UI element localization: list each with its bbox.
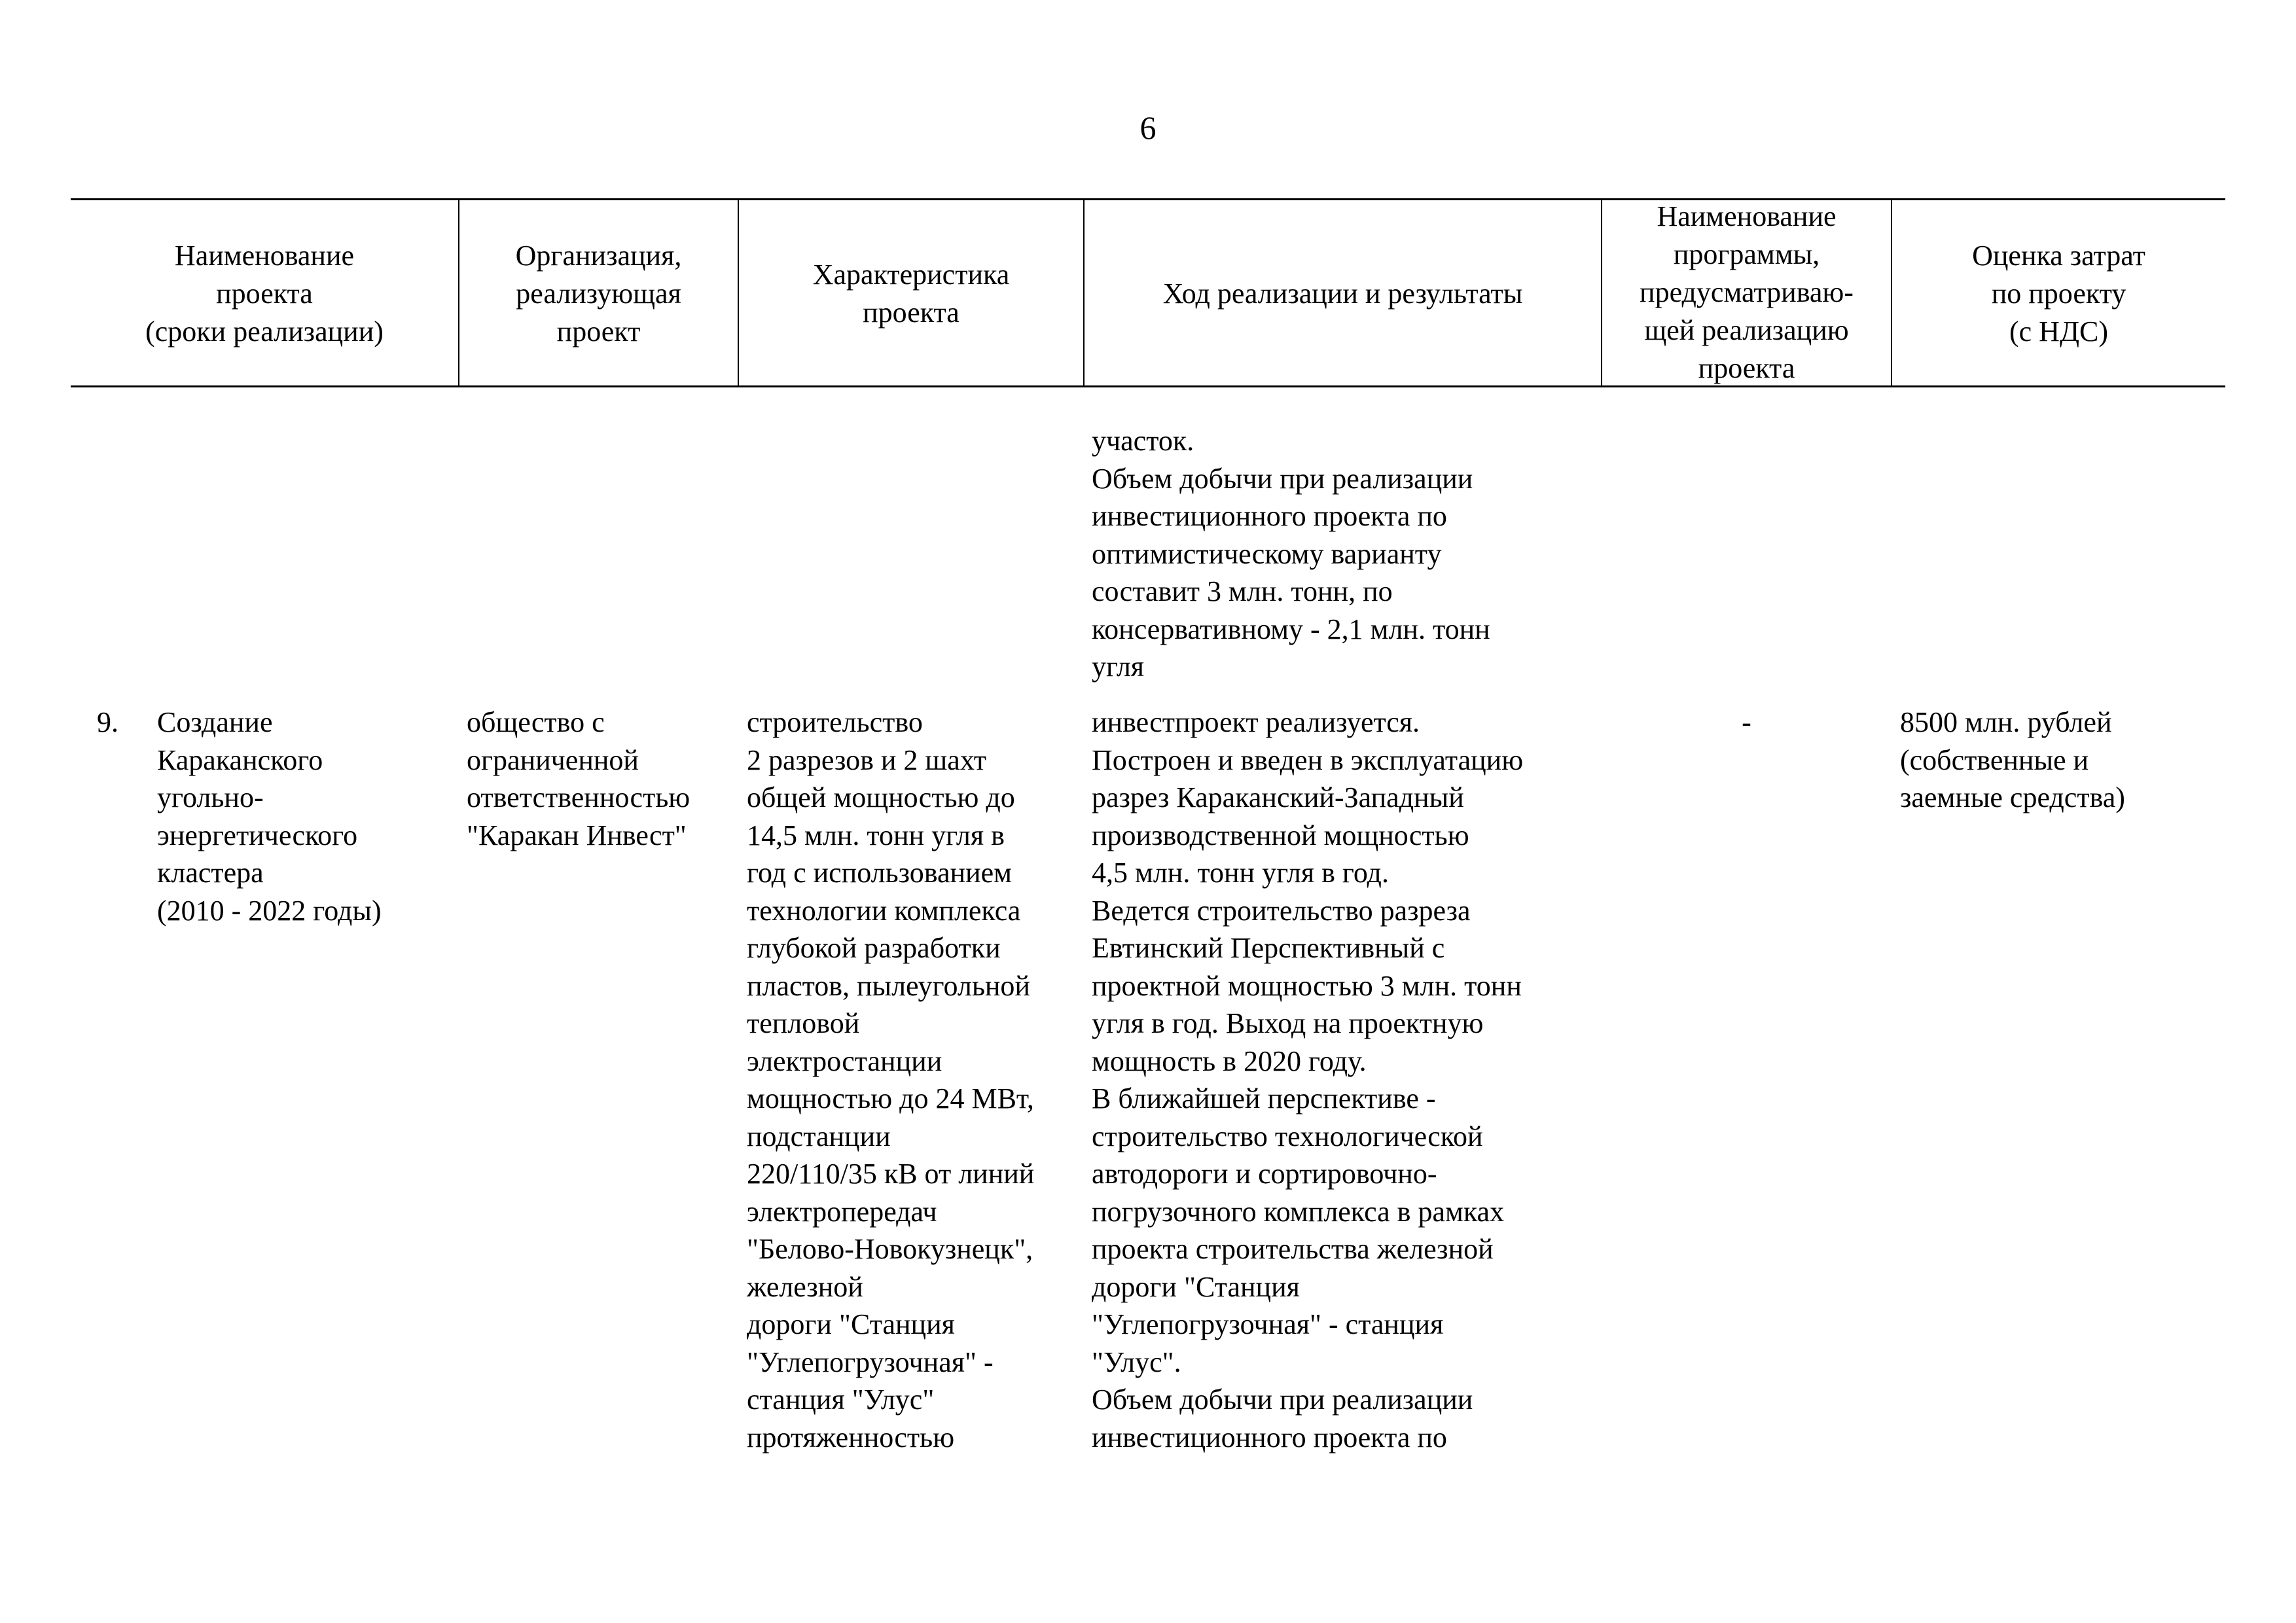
row-characteristic: строительство 2 разрезов и 2 шахт общей мощностью до 14,5 млн. тонн угля в год с использованием технологии комплекса глубокой разработки пластов, пылеугольной тепловой электростанции мощностью до 24 МВт, подстанции 220/110/35 кВ от линий электропередач "Белово-Новокузнецк", железной дороги "Станция "Углепогрузочная" - станция "Улус" протяженностью: [747, 706, 1035, 1454]
page-number: 6: [1139, 109, 1157, 146]
row-progress: инвестпроект реализуется. Построен и введен в эксплуатацию разрез Караканский-Западный производственной мощностью 4,5 млн. тонн угля в год. Ведется строительство разреза Евтинский Перспективный с проектной мощностью 3 млн. тонн угля в год. Выход на проектную мощность в 2020 году. В ближайшей перспективе - строительство технологической автодороги и сортировочно- погрузочного комплекса в рамках проекта строительства железной дороги "Станция "Углепогрузочная" - станция "Улус". Объем добычи при реализации инвестиционного проекта по: [1092, 706, 1524, 1454]
header-cost: Оценка затрат по проекту (с НДС): [1972, 239, 2145, 348]
row-project-name: Создание Караканского угольно- энергетического кластера (2010 - 2022 годы): [157, 706, 382, 927]
continuation-progress-text: участок. Объем добычи при реализации инвестиционного проекта по оптимистическому варианту составит 3 млн. тонн, по консервативному - 2,1 млн. тонн угля: [1092, 425, 1490, 683]
header-characteristic: Характеристика проекта: [812, 258, 1010, 329]
header-project-name: Наименование проекта (сроки реализации): [145, 239, 384, 348]
header-program: Наименование программы, предусматриваю- щей реализацию проекта: [1640, 200, 1854, 384]
row-number: 9.: [97, 706, 118, 738]
row-organization: общество с ограниченной ответственностью "Каракан Инвест": [467, 706, 691, 851]
row-cost: 8500 млн. рублей (собственные и заемные средства): [1900, 706, 2125, 813]
header-progress: Ход реализации и результаты: [1162, 277, 1523, 310]
row-program: -: [1742, 706, 1751, 738]
header-organization: Организация, реализующая проект: [515, 239, 682, 348]
